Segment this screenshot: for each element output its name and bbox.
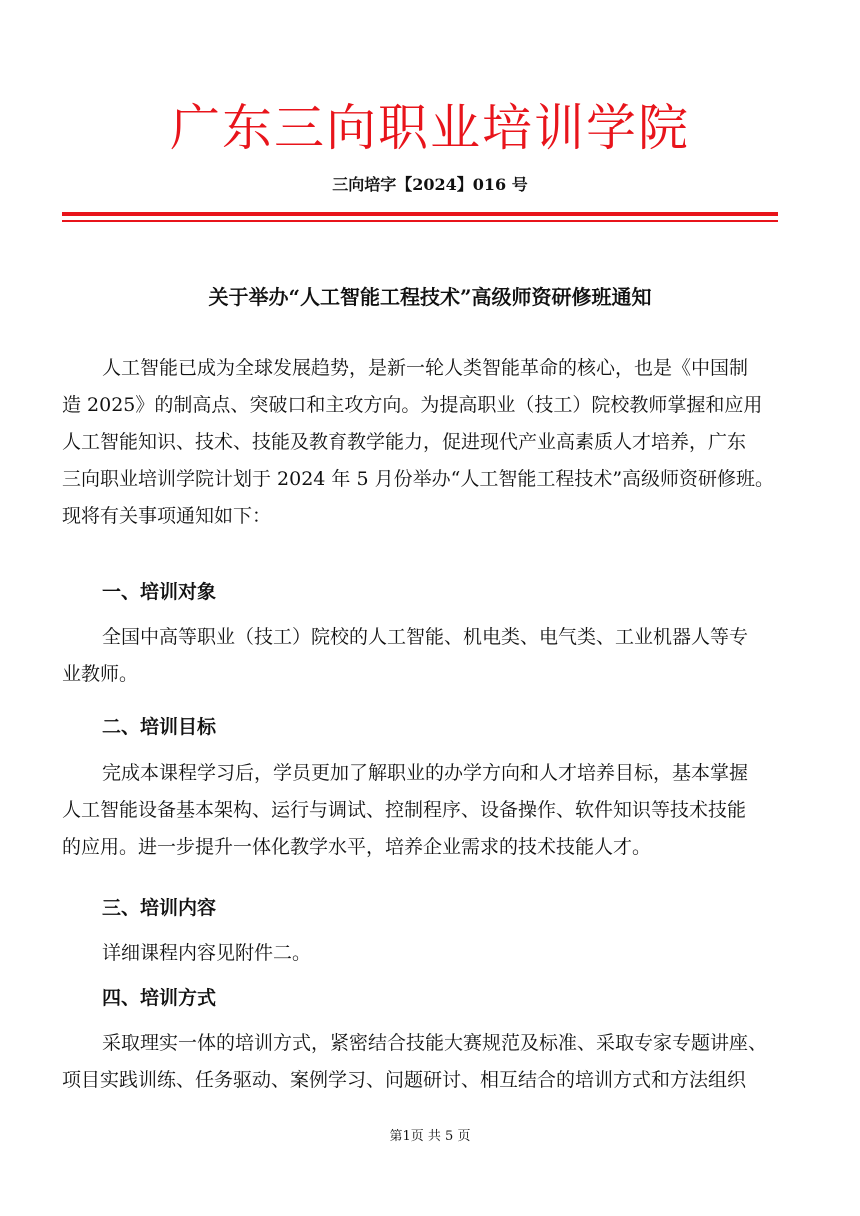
document-number: 三向培字【2024】016 号: [332, 175, 528, 194]
section-paragraph: [62, 619, 798, 693]
paragraph-line: 的应用。进一步提升一体化教学水平，培养企业需求的技术技能人才。: [62, 836, 652, 858]
section-heading: 二、培训目标: [102, 716, 217, 738]
paragraph-line: 造 2025》的制高点、突破口和主攻方向。为提高职业（技工）院校教师掌握和应用: [62, 394, 763, 416]
section-paragraph: [62, 1025, 798, 1099]
paragraph-line: 业教师。: [62, 663, 139, 685]
paragraph-line: 完成本课程学习后，学员更加了解职业的办学方向和人才培养目标，基本掌握: [102, 762, 749, 784]
paragraph-line: 项目实践训练、任务驱动、案例学习、问题研讨、相互结合的培训方式和方法组织: [62, 1069, 747, 1091]
red-divider-thin: [62, 220, 778, 222]
red-divider-thick: [62, 212, 778, 216]
notice-title: 关于举办“人工智能工程技术”高级师资研修班通知: [208, 285, 652, 309]
paragraph-line: 全国中高等职业（技工）院校的人工智能、机电类、电气类、工业机器人等专: [102, 626, 749, 648]
page-number-footer: 第1页 共 5 页: [389, 1129, 471, 1144]
section-heading: 三、培训内容: [102, 897, 217, 919]
paragraph-line: 采取理实一体的培训方式，紧密结合技能大赛规范及标准、采取专家专题讲座、: [102, 1032, 768, 1054]
paragraph-line: 人工智能知识、技术、技能及教育教学能力，促进现代产业高素质人才培养，广东: [62, 431, 747, 453]
section-heading: 一、培训对象: [102, 581, 217, 603]
paragraph-line: 三向职业培训学院计划于 2024 年 5 月份举办“人工智能工程技术”高级师资研修班。: [62, 468, 775, 490]
section-paragraph: [62, 755, 798, 866]
paragraph-line: 人工智能已成为全球发展趋势，是新一轮人类智能革命的核心，也是《中国制: [102, 357, 749, 379]
paragraph-line: 详细课程内容见附件二。: [102, 942, 312, 964]
paragraph-line: 人工智能设备基本架构、运行与调试、控制程序、设备操作、软件知识等技术技能: [62, 799, 747, 821]
intro-paragraph: [62, 350, 798, 535]
section-heading: 四、培训方式: [102, 987, 217, 1009]
section-paragraph: [62, 935, 798, 972]
paragraph-line: 现将有关事项通知如下：: [62, 505, 272, 527]
organization-title: 广东三向职业培训学院: [170, 99, 690, 157]
